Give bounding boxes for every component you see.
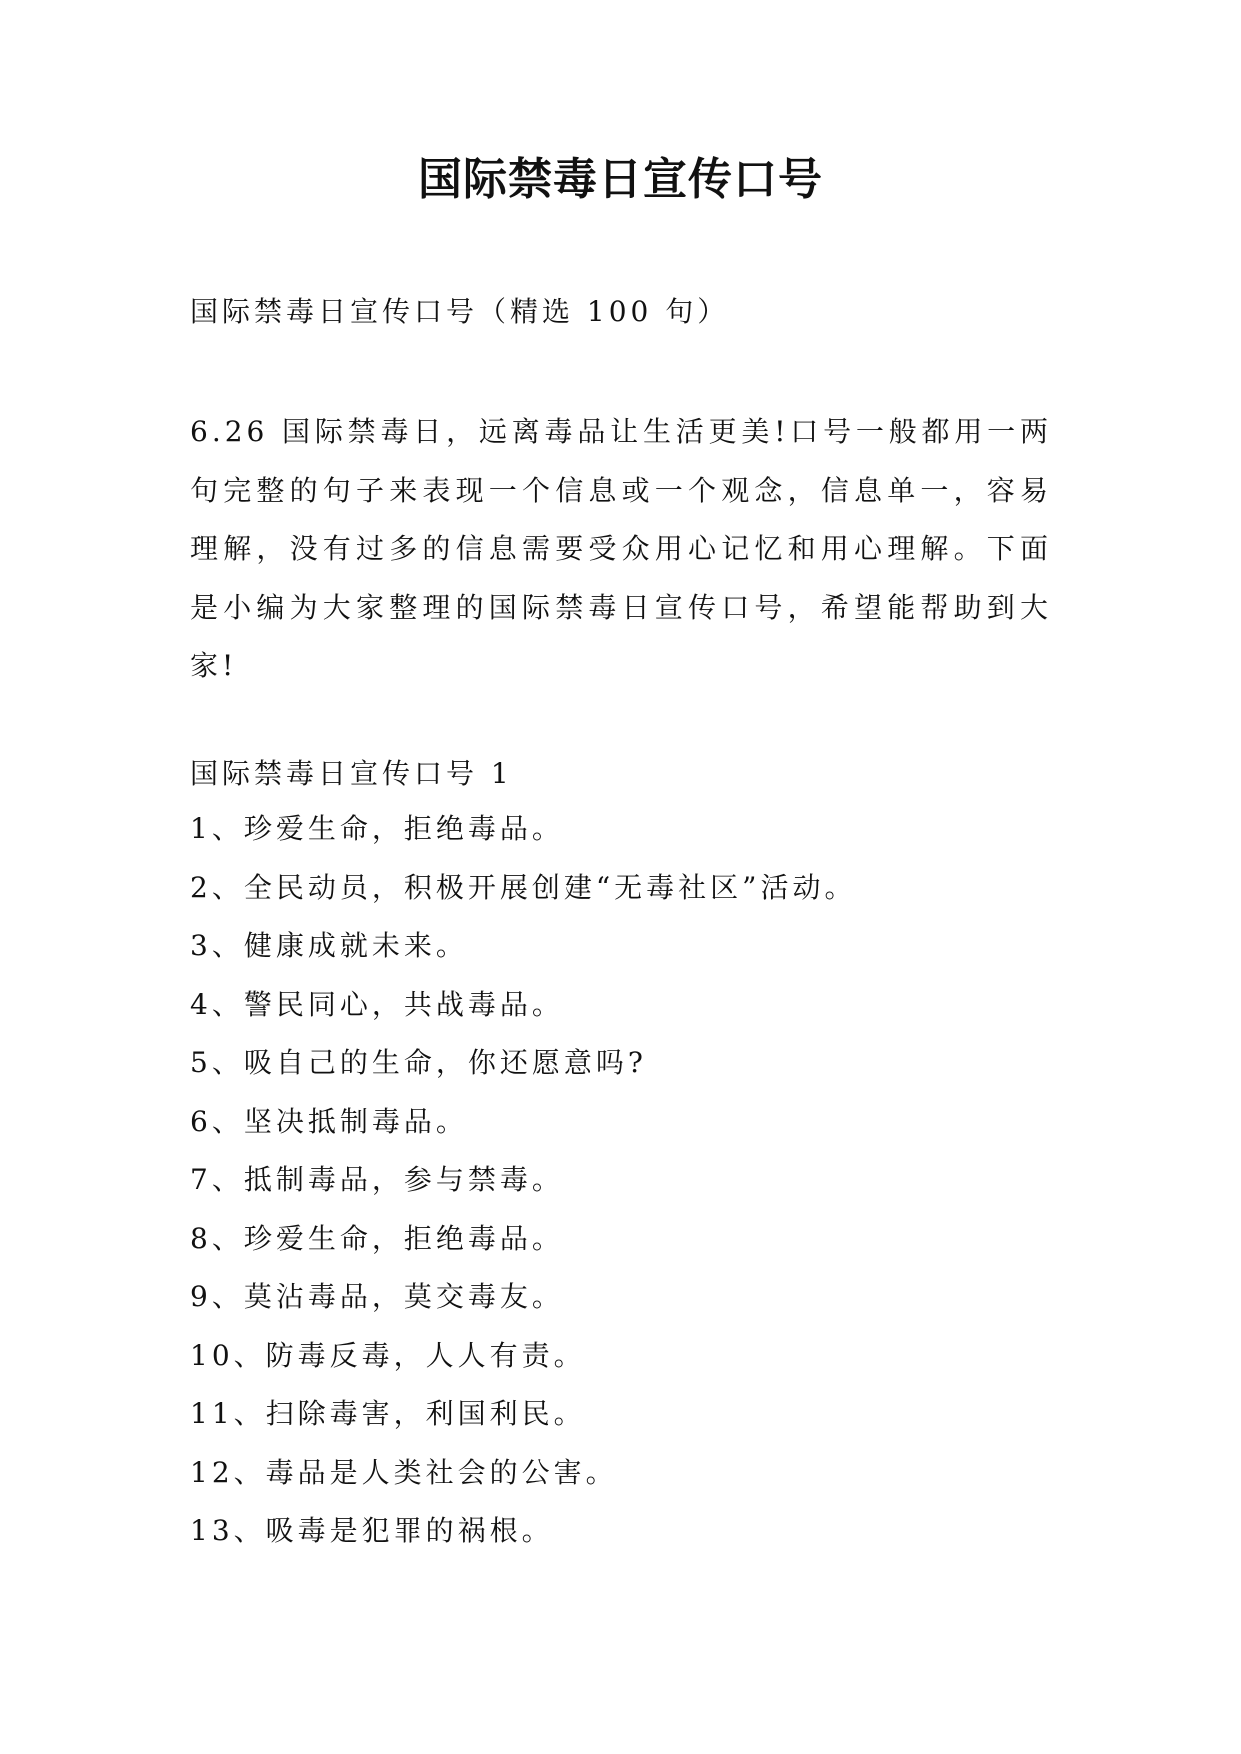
slogan-item: 6、坚决抵制毒品。 bbox=[190, 1104, 468, 1138]
slogan-list bbox=[190, 800, 1052, 1561]
document-title: 国际禁毒日宣传口号 bbox=[418, 154, 823, 205]
slogan-item: 13、吸毒是犯罪的祸根。 bbox=[190, 1514, 554, 1547]
section-heading: 国际禁毒日宣传口号 1 bbox=[190, 757, 513, 790]
slogan-item: 11、扫除毒害，利国利民。 bbox=[190, 1397, 586, 1430]
slogan-item: 10、防毒反毒，人人有责。 bbox=[190, 1338, 586, 1372]
document-subtitle: 国际禁毒日宣传口号（精选 100 句） bbox=[190, 295, 730, 328]
slogan-item: 7、抵制毒品，参与禁毒。 bbox=[190, 1163, 564, 1196]
slogan-item: 4、警民同心，共战毒品。 bbox=[190, 987, 564, 1021]
intro-paragraph: 6.26 国际禁毒日，远离毒品让生活更美!口号一般都用一两句完整的句子来表现一个信息或一个观念，信息单一，容易理解，没有过多的信息需要受众用心记忆和用心理解。下面是小编为大家整理的国际禁毒日宣传口号，希望能帮助到大家! bbox=[190, 415, 1052, 682]
slogan-item: 12、毒品是人类社会的公害。 bbox=[190, 1455, 618, 1489]
slogan-item: 8、珍爱生命，拒绝毒品。 bbox=[190, 1221, 564, 1255]
slogan-item: 9、莫沾毒品，莫交毒友。 bbox=[190, 1280, 564, 1313]
slogan-item: 2、全民动员，积极开展创建“无毒社区”活动。 bbox=[190, 870, 857, 904]
slogan-item: 1、珍爱生命，拒绝毒品。 bbox=[190, 812, 564, 845]
slogan-item: 5、吸自己的生命，你还愿意吗? bbox=[190, 1046, 647, 1079]
slogan-item: 3、健康成就未来。 bbox=[190, 929, 468, 962]
